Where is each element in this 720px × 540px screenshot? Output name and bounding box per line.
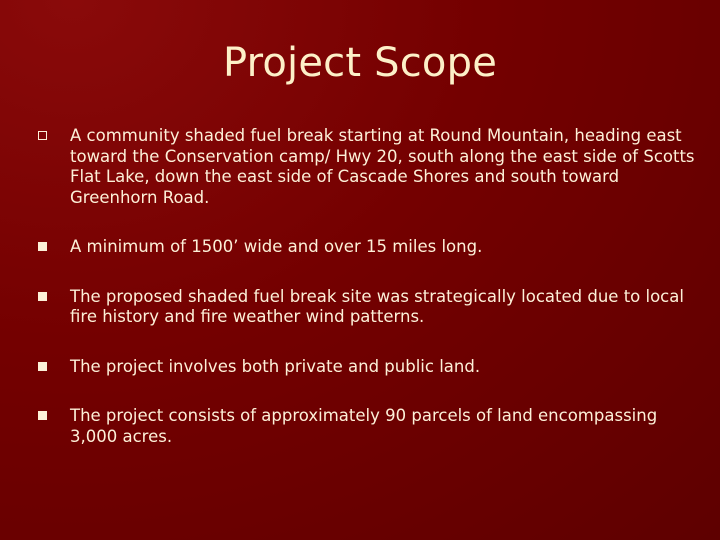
bullet-item [38,406,698,447]
hollow-square-icon [38,131,47,140]
bullet-item [38,287,698,328]
bullet-text: A minimum of 1500’ wide and over 15 miles long. [70,237,483,256]
bullet-text: The proposed shaded fuel break site was strategically located due to local fire history and fire weather wind patterns. [70,286,684,326]
bullet-list [38,126,698,447]
filled-square-icon [38,292,47,301]
slide-title: Project Scope [222,40,498,86]
bullet-text: The project consists of approximately 90 parcels of land encompassing 3,000 acres. [70,406,658,446]
filled-square-icon [38,411,47,420]
bullet-item [38,237,698,258]
bullet-text: A community shaded fuel break starting at Round Mountain, heading east toward the Conservation camp/ Hwy 20, south along the east side of Scotts Flat Lake, down the east side of Cascade Shores and south toward Greenhorn Road. [70,126,695,207]
bullet-item [38,357,698,378]
bullet-item [38,126,698,208]
filled-square-icon [38,362,47,371]
filled-square-icon [38,242,47,251]
bullet-text: The project involves both private and public land. [70,356,481,376]
